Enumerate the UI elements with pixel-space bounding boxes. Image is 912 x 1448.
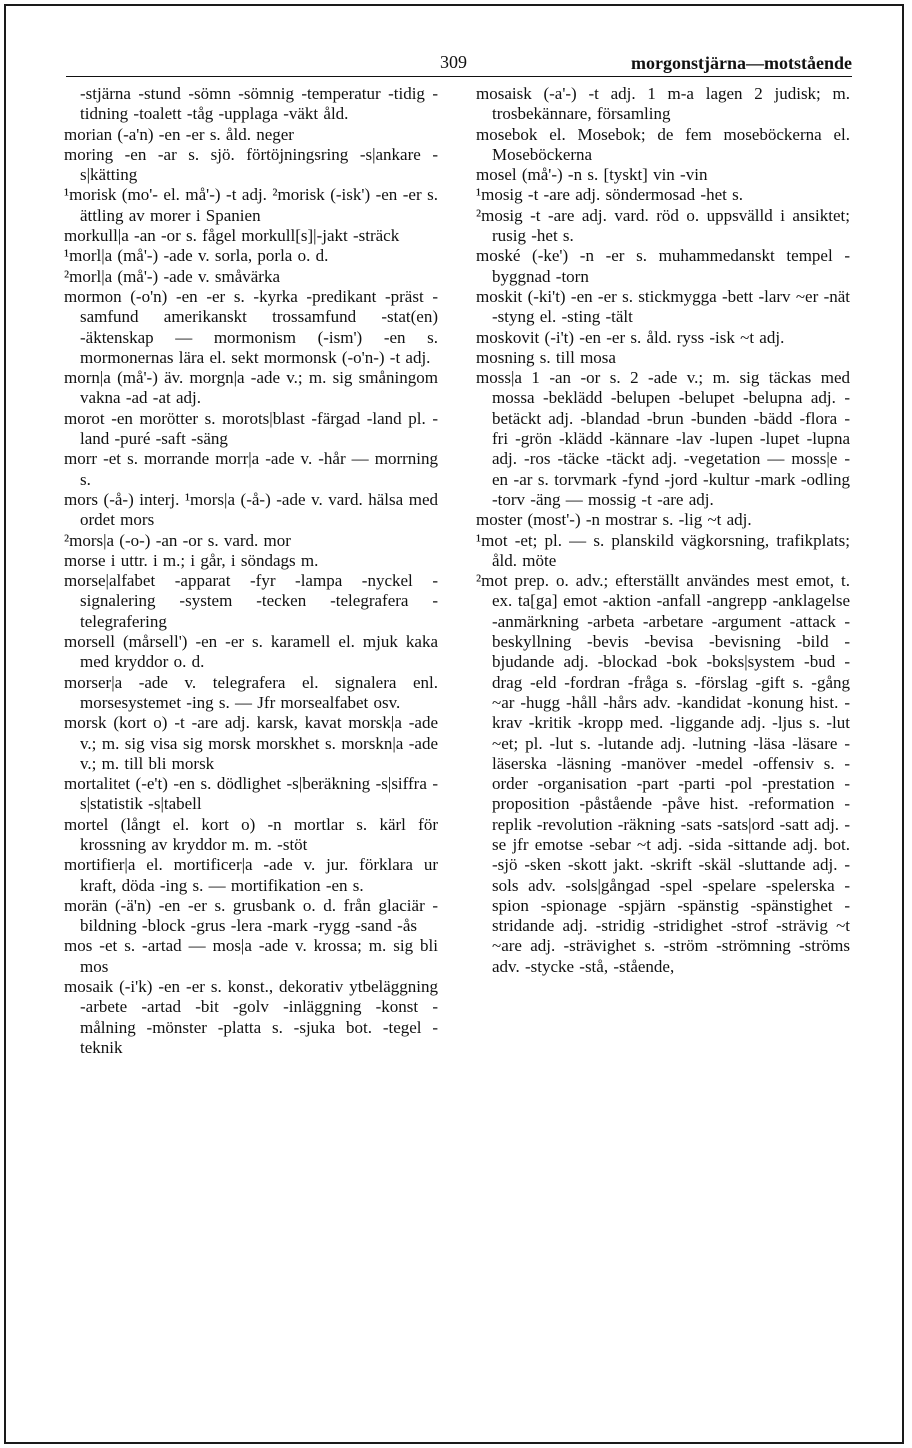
dictionary-entry: morian (-a'n) -en -er s. åld. neger bbox=[64, 124, 294, 144]
dictionary-entry: moss|a 1 -an -or s. 2 -ade v.; m. sig täckas med mossa -beklädd -belupen -belupet -belupna adj. -betäckt adj. -blandad -brun -bunden -bädd -flora -fri -grön -klädd -kännare -lav -lupen -lupet -lupna adj. -ros -täcke -täckt adj. -vegetation — moss|e -en -ar s. torvmark -fynd -jord -kultur -mark -odling -torv -äng — mossig -t -are adj. bbox=[476, 368, 850, 509]
dictionary-entry: -stjärna -stund -sömn -sömnig -temperatur -tidig -tidning -toalett -tåg -upplaga -väkt åld. bbox=[80, 84, 438, 124]
dictionary-entry: mortalitet (-e't) -en s. dödlighet -s|beräkning -s|siffra -s|statistik -s|tabell bbox=[64, 774, 438, 814]
dictionary-entry: morse i uttr. i m.; i går, i söndags m. bbox=[64, 550, 319, 570]
dictionary-entry: mosning s. till mosa bbox=[476, 347, 616, 367]
dictionary-entry: moskovit (-i't) -en -er s. åld. ryss -isk ~t adj. bbox=[476, 327, 785, 347]
dictionary-entry: mosaisk (-a'-) -t adj. 1 m-a lagen 2 judisk; m. trosbekännare, församling bbox=[476, 84, 850, 124]
dictionary-entry: mosel (må'-) -n s. [tyskt] vin -vin bbox=[476, 165, 708, 185]
dictionary-entry: ²mosig -t -are adj. vard. röd o. uppsvälld i ansiktet; rusig -het s. bbox=[476, 205, 850, 246]
dictionary-entry: ¹mot -et; pl. — s. planskild vägkorsning, trafikplats; åld. möte bbox=[476, 530, 850, 570]
dictionary-entry: morot -en morötter s. morots|blast -färgad -land pl. -land -puré -saft -säng bbox=[64, 408, 438, 449]
dictionary-entry: ¹morl|a (må'-) -ade v. sorla, porla o. d. bbox=[64, 246, 329, 266]
dictionary-entry: moské (-ke') -n -er s. muhammedanskt tempel -byggnad -torn bbox=[476, 246, 850, 286]
dictionary-entry: mos -et s. -artad — mos|a -ade v. krossa; m. sig bli mos bbox=[64, 936, 438, 976]
dictionary-entry: moskit (-ki't) -en -er s. stickmygga -bett -larv ~er -nät -styng el. -sting -tält bbox=[476, 286, 850, 327]
dictionary-entry: ¹mosig -t -are adj. söndermosad -het s. bbox=[476, 185, 743, 205]
dictionary-entry: morsell (mårsell') -en -er s. karamell el. mjuk kaka med kryddor o. d. bbox=[64, 632, 438, 672]
dictionary-entry: ¹morisk (mo'- el. må'-) -t adj. ²morisk (-isk') -en -er s. ättling av morer i Spanien bbox=[64, 185, 438, 225]
dictionary-entry: morän (-ä'n) -en -er s. grusbank o. d. från glaciär -bildning -block -grus -lera -mark -rygg -sand -ås bbox=[64, 895, 438, 936]
dictionary-entry: mosaik (-i'k) -en -er s. konst., dekorativ ytbeläggning -arbete -artad -bit -golv -inläggning -konst -målning -mönster -platta s. -sjuka bot. -tegel -teknik bbox=[64, 977, 438, 1057]
dictionary-entry: moster (most'-) -n mostrar s. -lig ~t adj. bbox=[476, 510, 752, 530]
dictionary-entry: moring -en -ar s. sjö. förtöjningsring -s|ankare -s|kätting bbox=[64, 144, 438, 185]
left-column bbox=[64, 84, 438, 1058]
dictionary-entry: mortel (långt el. kort o) -n mortlar s. kärl för krossning av kryddor m. m. -stöt bbox=[64, 814, 438, 854]
dictionary-entry: morkull|a -an -or s. fågel morkull[s]|-jakt -sträck bbox=[64, 226, 400, 246]
dictionary-entry: mortifier|a el. mortificer|a -ade v. jur. förklara ur kraft, döda -ing s. — mortifikation -en s. bbox=[64, 855, 438, 895]
dictionary-entry: morr -et s. morrande morr|a -ade v. -hår — morrning s. bbox=[64, 449, 438, 489]
dictionary-entry: morsk (kort o) -t -are adj. karsk, kavat morsk|a -ade v.; m. sig visa sig morsk morskhet s. morskn|a -ade v.; m. till bli morsk bbox=[64, 713, 438, 773]
dictionary-entry: morser|a -ade v. telegrafera el. signalera enl. morsesystemet -ing s. — Jfr morsealfabet osv. bbox=[64, 672, 438, 712]
dictionary-entry: mors (-å-) interj. ¹mors|a (-å-) -ade v. vard. hälsa med ordet mors bbox=[64, 489, 438, 530]
dictionary-entry: mormon (-o'n) -en -er s. -kyrka -predikant -präst -samfund amerikanskt trossamfund -stat(en) -äktenskap — mormonism (-ism') -en s. mormonernas lära el. sekt mormonsk (-o'n-) -t adj. bbox=[64, 286, 438, 367]
right-column bbox=[476, 84, 850, 977]
dictionary-entry: ²mot prep. o. adv.; efterställt användes mest emot, t. ex. ta[ga] emot -aktion -anfall -angrepp -anklagelse -anmärkning -arbeta -arbetare -argument -attack -beskyllning -bevis -bevisa -bevisning -bild -bjudande adj. -blockad -bok -boks|system -bud -drag -eld -fordran -fråga s. -förslag -gift s. -gång ~ar -hugg -håll -hårs adv. -kandidat -konung hist. -krav -kritik -kropp med. -liggande adj. -ljus s. -lut ~et; pl. -lut s. -lutande adj. -lutning -läsa -läsare -läserska -läsning -manöver -medel -offensiv s. -order -organisation -part -parti -pol -prestation -proposition -påstående -påve hist. -reformation -replik -revolution -räkning -sats -sats|ord -satt adj. -se jfr emotse -sebar ~t adj. -sida -sittande adj. bot. -sjö -sken -skott jakt. -skrift -skäl -sluttande adj. -sols adv. -sols|gångad -spel -spelare -spelerska -spion -spionage -spjärn -spänstig -spänstighet -stridande adj. -stridig -stridighet -strof -strävig ~t ~are adj. -strävighet s. -ström -strömning -ströms adv. -stycke -stå, -stående, bbox=[476, 571, 850, 976]
dictionary-entry: ²morl|a (må'-) -ade v. småvärka bbox=[64, 266, 281, 286]
dictionary-entry: ²mors|a (-o-) -an -or s. vard. mor bbox=[64, 530, 291, 550]
header-rule bbox=[66, 76, 852, 77]
guide-words: morgonstjärna—motstående bbox=[631, 53, 852, 73]
dictionary-entry: morn|a (må'-) äv. morgn|a -ade v.; m. sig småningom vakna -ad -at adj. bbox=[64, 368, 438, 408]
dictionary-entry: morse|alfabet -apparat -fyr -lampa -nyckel -signalering -system -tecken -telegrafera -telegrafering bbox=[64, 571, 438, 631]
page-number: 309 bbox=[440, 52, 467, 72]
dictionary-entry: mosebok el. Mosebok; de fem moseböckerna el. Moseböckerna bbox=[476, 124, 850, 164]
